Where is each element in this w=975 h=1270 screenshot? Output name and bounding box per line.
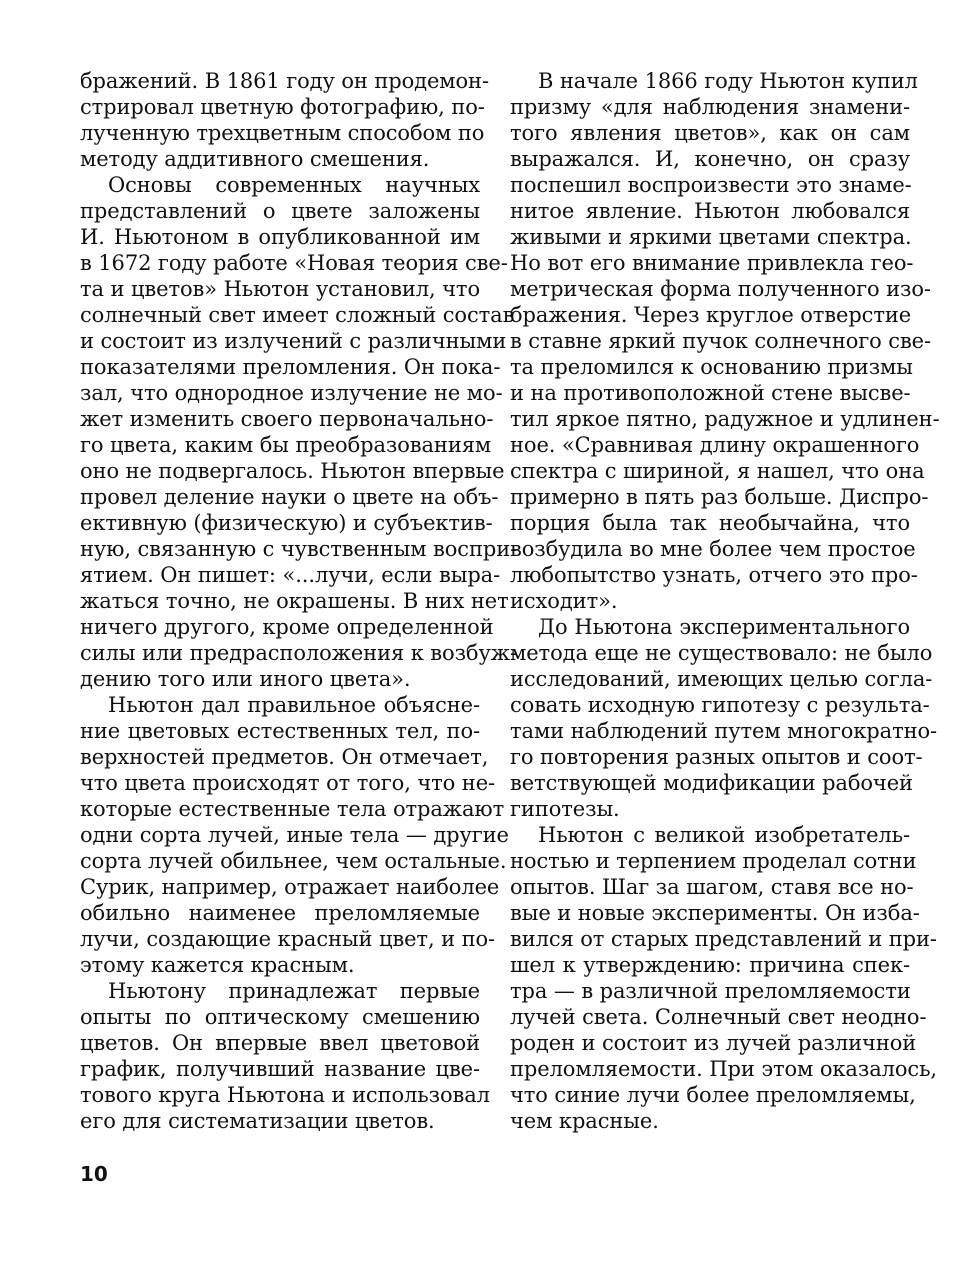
text-line: тил яркое пятно, радужное и удлинен- (510, 407, 940, 431)
text-line: стрировал цветную фотографию, по- (80, 95, 485, 119)
text-line: метрическая форма полученного изо- (510, 277, 931, 301)
text-line: в ставне яркий пучок солнечного све- (510, 329, 932, 353)
text-line: жет изменить своего первоначально- (80, 407, 494, 431)
text-line: дению того или иного цвета». (80, 667, 411, 691)
text-line: ветствующей модификации рабочей (510, 771, 913, 795)
text-line: представлений о цвете заложены (80, 199, 480, 223)
text-line: провел деление науки о цвете на объ- (80, 485, 499, 509)
text-line: бражения. Через круглое отверстие (510, 303, 912, 327)
text-line: лучи, создающие красный цвет, и по- (80, 927, 496, 951)
text-line: график, получивший название цве- (80, 1057, 480, 1081)
text-line: ную, связанную с чувственным воспри- (80, 537, 518, 561)
text-line: лученную трехцветным способом по (80, 121, 485, 145)
text-line: опытов. Шаг за шагом, ставя все но- (510, 875, 914, 899)
text-line: тами наблюдений путем многократно- (510, 719, 938, 743)
text-line: этому кажется красным. (80, 953, 355, 977)
text-line: В начале 1866 году Ньютон купил (538, 69, 918, 93)
left-column (80, 68, 518, 1134)
text-line: Сурик, например, отражает наиболее (80, 875, 500, 899)
text-line: преломляемости. При этом оказалось, (510, 1057, 937, 1081)
text-line: и на противоположной стене высве- (510, 381, 911, 405)
text-line: исследований, имеющих целью согла- (510, 667, 933, 691)
text-line: спектра с шириной, я нашел, что она (510, 459, 925, 483)
page-number: 10 (80, 1162, 108, 1186)
text-line: ние цветовых естественных тел, по- (80, 719, 480, 743)
text-line: чем красные. (510, 1109, 659, 1133)
text-line: ничего другого, кроме определенной (80, 615, 494, 639)
text-line: зал, что однородное излучение не мо- (80, 381, 503, 405)
text-line: исходит». (510, 589, 618, 613)
text-line: выражался. И, конечно, он сразу (510, 147, 910, 171)
text-line: шел к утверждению: причина спек- (510, 953, 910, 977)
text-line: роден и состоит из лучей различной (510, 1031, 917, 1055)
text-line: ное. «Сравнивая длину окрашенного (510, 433, 920, 457)
text-line: цветов. Он впервые ввел цветовой (80, 1031, 480, 1055)
text-line: оно не подвергалось. Ньютон впервые (80, 459, 505, 483)
text-line: солнечный свет имеет сложный состав (80, 303, 515, 327)
text-line: поспешил воспроизвести это знаме- (510, 173, 912, 197)
text-line: живыми и яркими цветами спектра. (510, 225, 912, 249)
text-line: та преломился к основанию призмы (510, 355, 913, 379)
text-line: ективную (физическую) и субъектив- (80, 511, 493, 535)
text-line: любопытство узнать, отчего это про- (510, 563, 918, 587)
text-line: Ньютон дал правильное объясне- (108, 693, 480, 717)
text-line: что цвета происходят от того, что не- (80, 771, 496, 795)
text-line: ятием. Он пишет: «...лучи, если выра- (80, 563, 501, 587)
text-line: и состоит из излучений с различными (80, 329, 507, 353)
text-line: вые и новые эксперименты. Он изба- (510, 901, 920, 925)
text-line: лучей света. Солнечный свет неодно- (510, 1005, 927, 1029)
text-line: одни сорта лучей, иные тела — другие (80, 823, 509, 847)
text-line: которые естественные тела отражают (80, 797, 505, 821)
text-line: призму «для наблюдения знамени- (510, 95, 910, 119)
text-line: силы или предрасположения к возбуж- (80, 641, 517, 665)
text-line: тра — в различной преломляемости (510, 979, 911, 1003)
text-line: Основы современных научных (108, 173, 480, 197)
text-line: порция была так необычайна, что (510, 511, 910, 535)
text-line: в 1672 году работе «Новая теория све- (80, 251, 508, 275)
text-line: возбудила во мне более чем простое (510, 537, 916, 561)
text-line: бражений. В 1861 году он продемон- (80, 69, 489, 93)
text-line: вился от старых представлений и при- (510, 927, 937, 951)
text-line: нитое явление. Ньютон любовался (510, 199, 910, 223)
text-line: гипотезы. (510, 797, 620, 821)
text-line: его для систематизации цветов. (80, 1109, 435, 1133)
text-line: верхностей предметов. Он отмечает, (80, 745, 489, 769)
text-line: го повторения разных опытов и соот- (510, 745, 923, 769)
text-line: опыты по оптическому смешению (80, 1005, 480, 1029)
text-line: тового круга Ньютона и использовал (80, 1083, 490, 1107)
text-line: обильно наименее преломляемые (80, 901, 480, 925)
text-line: совать исходную гипотезу с результа- (510, 693, 930, 717)
text-line: го цвета, каким бы преобразованиям (80, 433, 492, 457)
text-line: ностью и терпением проделал сотни (510, 849, 917, 873)
text-line: До Ньютона экспериментального (538, 615, 910, 639)
text-line: того явления цветов», как он сам (510, 121, 910, 145)
text-line: та и цветов» Ньютон установил, что (80, 277, 480, 301)
text-line: И. Ньютоном в опубликованной им (80, 225, 480, 249)
text-line: Но вот его внимание привлекла гео- (510, 251, 914, 275)
text-line: методу аддитивного смешения. (80, 147, 430, 171)
text-line: показателями преломления. Он пока- (80, 355, 501, 379)
text-line: сорта лучей обильнее, чем остальные. (80, 849, 507, 873)
text-line: жаться точно, не окрашены. В них нет (80, 589, 509, 613)
text-line: примерно в пять раз больше. Диспро- (510, 485, 929, 509)
text-line: метода еще не существовало: не было (510, 641, 933, 665)
right-column (510, 68, 940, 1134)
text-line: Ньютон с великой изобретатель- (538, 823, 910, 847)
text-line: Ньютону принадлежат первые (108, 979, 480, 1003)
text-line: что синие лучи более преломляемы, (510, 1083, 916, 1107)
